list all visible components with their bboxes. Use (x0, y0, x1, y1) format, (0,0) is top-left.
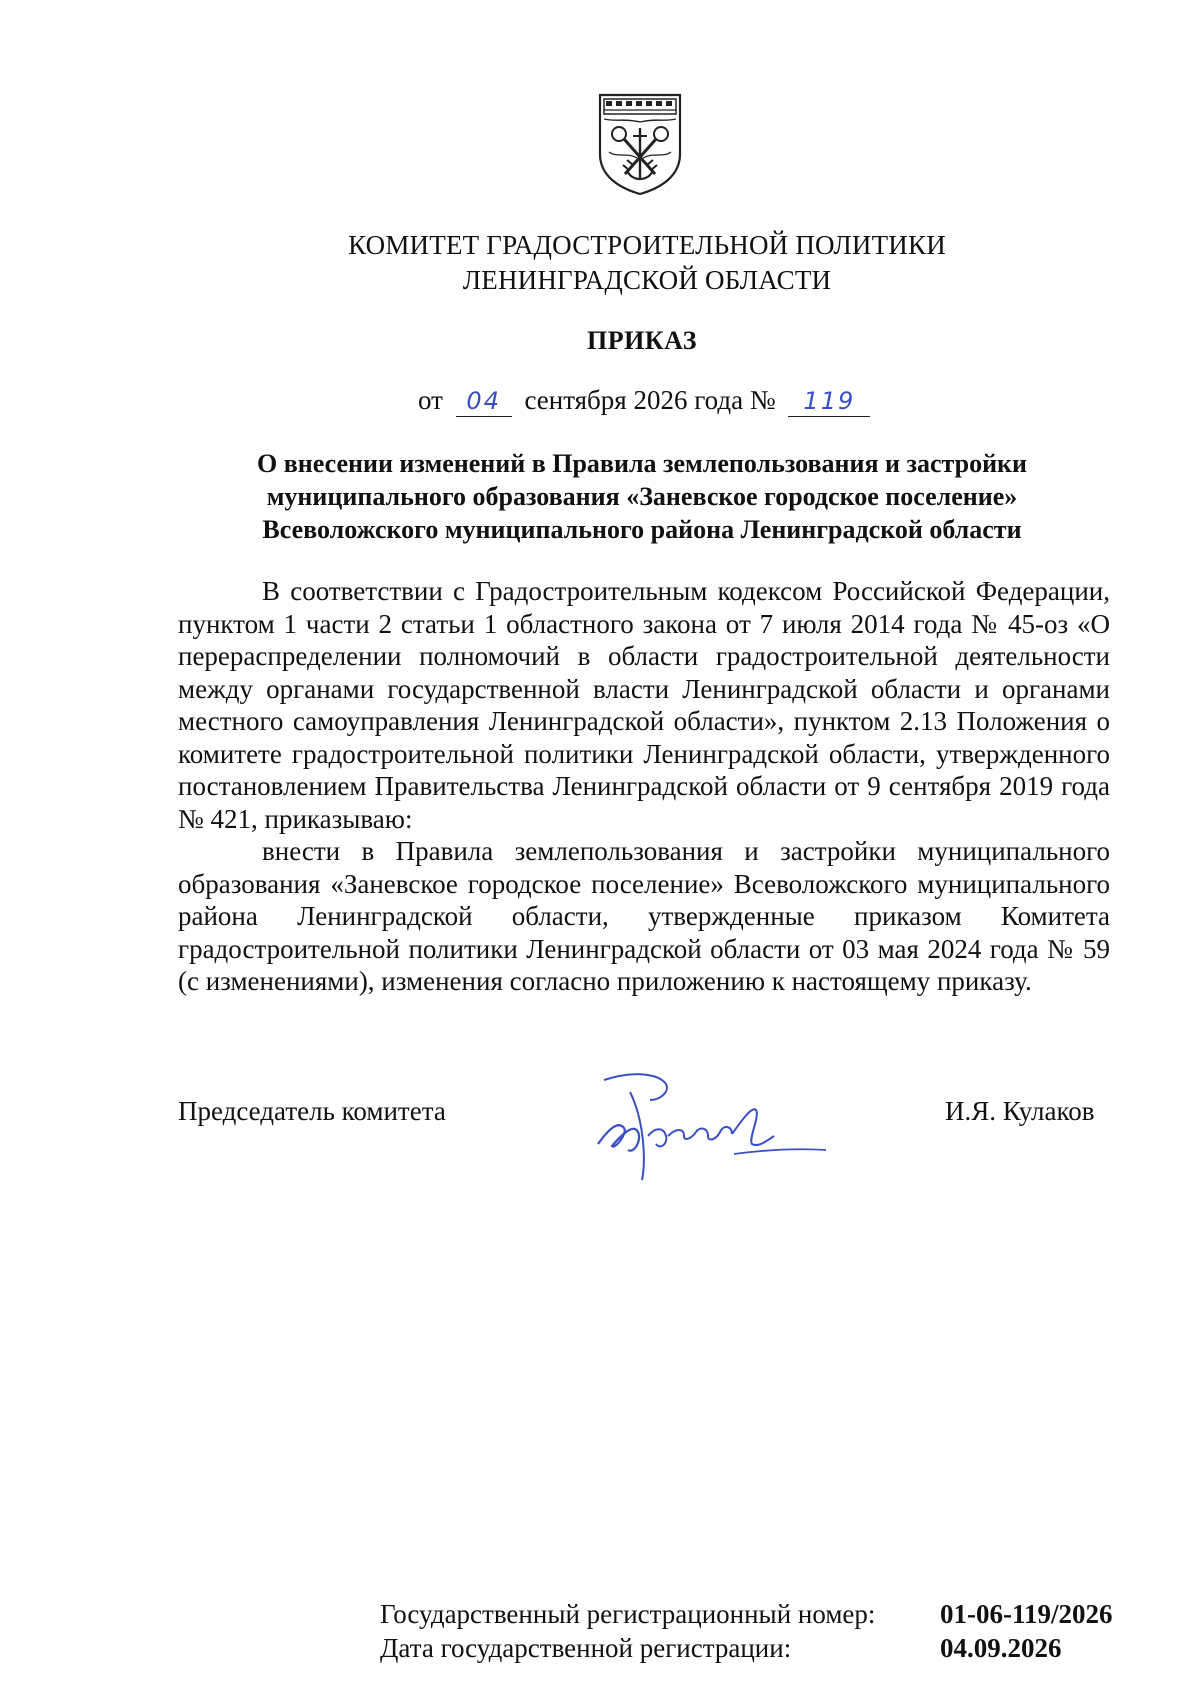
issuer-line-2: ЛЕНИНГРАДСКОЙ ОБЛАСТИ (462, 265, 832, 295)
number-field (788, 385, 870, 417)
signer-name: И.Я. Кулаков (945, 1096, 1095, 1126)
date-number-line (418, 385, 870, 417)
registration-date-row (380, 1631, 1113, 1665)
body-paragraph-2: внести в Правила землепользования и застройки муниципального образования «Заневское городское поселение» Всеволожского муниципального района Ленинградской области, утвержденные приказом Комитета градостроительной политики Ленинградской области от 03 мая 2024 года № 59 (с изменениями), изменения согласно приложению к настоящему приказу. (178, 836, 1110, 996)
signature-image (584, 1070, 834, 1190)
registration-number-row (380, 1597, 1113, 1631)
registration-number-value: 01-06-119/2026 (940, 1599, 1113, 1629)
title-line-2: муниципального образования «Заневское городское поселение» (266, 482, 1018, 511)
day-field (456, 385, 512, 417)
registration-block (380, 1597, 1113, 1665)
title-line-1: О внесении изменений в Правила землепользования и застройки (256, 449, 1028, 478)
document-body (178, 575, 1110, 998)
document-title (0, 447, 1200, 546)
document-type: ПРИКАЗ (586, 326, 698, 355)
body-paragraph-1: В соответствии с Градостроительным кодексом Российской Федерации, пунктом 1 части 2 статьи 1 областного закона от 7 июля 2014 года № 45-оз «О перераспределении полномочий в области градостроительной деятельности между органами государственной власти Ленинградской области и органами местного самоуправления Ленинградской области», пунктом 2.13 Положения о комитете градостроительной политики Ленинградской области, утвержденного постановлением Правительства Ленинградской области от 9 сентября 2019 года № 421, приказываю: (178, 576, 1110, 834)
date-prefix: от (418, 385, 443, 415)
date-middle-text: сентября 2026 года № (524, 385, 776, 415)
signer-role: Председатель комитета (178, 1096, 446, 1126)
issuer-name (0, 228, 1200, 298)
registration-date-label: Дата государственной регистрации: (380, 1633, 792, 1663)
coat-of-arms-icon (597, 92, 683, 196)
registration-date-value: 04.09.2026 (940, 1633, 1062, 1663)
handwritten-day: 04 (466, 387, 501, 415)
title-line-3: Всеволожского муниципального района Ленинградской области (262, 515, 1022, 544)
issuer-line-1: КОМИТЕТ ГРАДОСТРОИТЕЛЬНОЙ ПОЛИТИКИ (348, 230, 946, 260)
registration-number-label: Государственный регистрационный номер: (380, 1599, 876, 1629)
handwritten-number: 119 (803, 387, 856, 415)
